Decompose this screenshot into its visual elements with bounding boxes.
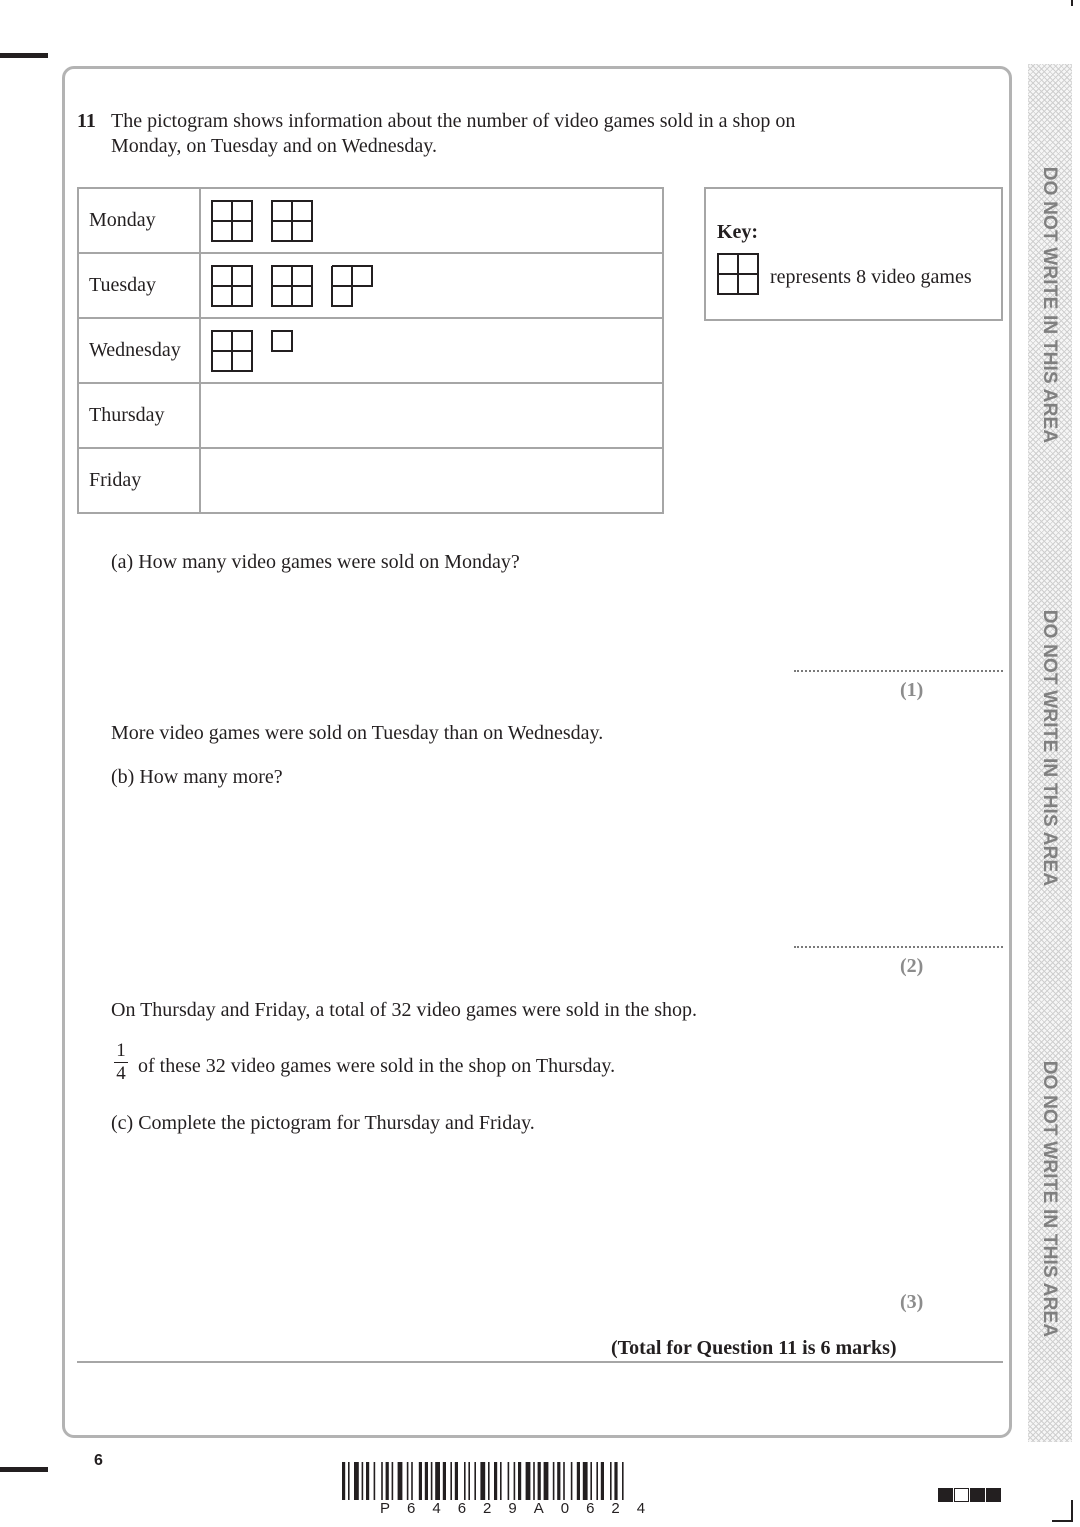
barcode-bar <box>577 1462 580 1500</box>
pictogram-day-label: Friday <box>78 448 200 513</box>
barcode-bar <box>348 1462 350 1500</box>
crop-mark-top-right <box>1071 0 1073 6</box>
barcode-bar <box>411 1462 413 1500</box>
barcode-bar <box>514 1462 516 1500</box>
barcode-bar <box>563 1462 565 1500</box>
barcode-bar <box>533 1462 535 1500</box>
key-title: Key: <box>717 221 759 243</box>
barcode-text: P64629A0624 <box>380 1500 663 1517</box>
pictogram-symbols <box>211 265 662 307</box>
quarter-symbol-icon <box>271 330 313 372</box>
barcode-bar <box>455 1462 458 1500</box>
barcode-bar <box>518 1462 521 1500</box>
barcode-bar <box>398 1462 403 1500</box>
barcode-bar <box>407 1462 409 1500</box>
barcode-bar <box>435 1462 440 1500</box>
pictogram-symbol-cell[interactable] <box>200 448 663 513</box>
barcode-bar <box>508 1462 510 1500</box>
barcode-bar <box>590 1462 592 1500</box>
barcode-bar <box>354 1462 359 1500</box>
part-c-lead: On Thursday and Friday, a total of 32 video games were sold in the shop. <box>111 999 697 1021</box>
indicator-box-filled <box>986 1488 1001 1502</box>
barcode-bar <box>362 1462 364 1500</box>
crop-mark-bottom-left <box>0 1467 48 1472</box>
barcode-bar <box>571 1462 573 1500</box>
pictogram-day-label: Monday <box>78 188 200 253</box>
barcode-bar <box>386 1462 389 1500</box>
three-quarter-symbol-icon <box>331 265 373 307</box>
pictogram-symbol-cell <box>200 188 663 253</box>
full-symbol-icon <box>211 330 253 372</box>
barcode-bar <box>381 1462 383 1500</box>
barcode-bar <box>474 1462 476 1500</box>
barcode-bar <box>614 1462 617 1500</box>
indicator-box-filled <box>938 1488 953 1502</box>
full-symbol-icon <box>211 200 253 242</box>
barcode-bar <box>544 1462 549 1500</box>
question-number: 11 <box>77 110 96 132</box>
part-c-fraction-text: of these 32 video games were sold in the shop on Thursday. <box>138 1055 616 1077</box>
barcode-bar <box>480 1462 485 1500</box>
crop-mark-top-left <box>0 53 48 58</box>
pictogram-symbols <box>211 200 662 242</box>
pictogram-row-thursday <box>78 383 663 448</box>
fraction-denominator: 4 <box>116 1063 126 1084</box>
indicator-box-empty <box>954 1488 969 1502</box>
question-intro-line1: The pictogram shows information about the number of video games sold in a shop on <box>111 110 796 132</box>
barcode-bar <box>443 1462 446 1500</box>
marks-a: (1) <box>900 679 924 701</box>
barcode-bar <box>553 1462 555 1500</box>
pictogram-row-tuesday <box>78 253 663 318</box>
barcode-bar <box>622 1462 624 1500</box>
barcode <box>342 1462 736 1500</box>
fraction-one-quarter <box>112 1040 130 1085</box>
barcode-bar <box>431 1462 433 1500</box>
indicator-box-filled <box>970 1488 985 1502</box>
pictogram-symbols <box>211 330 662 372</box>
crop-mark-bottom-right <box>1071 1500 1073 1522</box>
barcode-bar <box>419 1462 422 1500</box>
barcode-bar <box>583 1462 588 1500</box>
pictogram-row-monday <box>78 188 663 253</box>
crop-mark-bottom-right-h <box>1052 1520 1073 1522</box>
pictogram-day-label: Wednesday <box>78 318 200 383</box>
barcode-bar <box>392 1462 394 1500</box>
barcode-bar <box>374 1462 376 1500</box>
barcode-bar <box>538 1462 541 1500</box>
pictogram-row-friday <box>78 448 663 513</box>
pictogram-key <box>704 187 1003 321</box>
full-symbol-icon <box>271 200 313 242</box>
pictogram-symbol-cell[interactable] <box>200 383 663 448</box>
pictogram-day-label: Tuesday <box>78 253 200 318</box>
full-symbol-icon <box>211 265 253 307</box>
question-intro-line2: Monday, on Tuesday and on Wednesday. <box>111 135 437 157</box>
barcode-bar <box>450 1462 452 1500</box>
barcode-bar <box>596 1462 598 1500</box>
barcode-bar <box>610 1462 612 1500</box>
barcode-bar <box>601 1462 604 1500</box>
page-indicator-boxes <box>938 1488 1002 1502</box>
part-b-question: (b) How many more? <box>111 766 283 788</box>
answer-line-b[interactable] <box>794 946 1003 948</box>
pictogram-day-label: Thursday <box>78 383 200 448</box>
part-a-question: (a) How many video games were sold on Monday? <box>111 551 520 573</box>
answer-line-a[interactable] <box>794 670 1003 672</box>
key-text: represents 8 video games <box>770 266 972 288</box>
key-symbol-icon <box>717 253 759 295</box>
barcode-bar <box>500 1462 502 1500</box>
marks-b: (2) <box>900 955 924 977</box>
barcode-bar <box>488 1462 490 1500</box>
total-rule <box>77 1361 1003 1363</box>
barcode-bar <box>342 1462 345 1500</box>
part-b-lead: More video games were sold on Tuesday than on Wednesday. <box>111 722 604 744</box>
barcode-bar <box>557 1462 560 1500</box>
marks-c: (3) <box>900 1291 924 1313</box>
pictogram-symbol-cell <box>200 318 663 383</box>
full-symbol-icon <box>271 265 313 307</box>
barcode-bar <box>425 1462 428 1500</box>
pictogram-row-wednesday <box>78 318 663 383</box>
pictogram-symbol-cell <box>200 253 663 318</box>
barcode-bar <box>494 1462 497 1500</box>
total-marks: (Total for Question 11 is 6 marks) <box>611 1337 897 1359</box>
pictogram-table <box>77 187 664 514</box>
fraction-numerator: 1 <box>116 1040 126 1061</box>
page-number: 6 <box>94 1452 103 1469</box>
barcode-bar <box>366 1462 369 1500</box>
barcode-bar <box>464 1462 466 1500</box>
barcode-bar <box>468 1462 470 1500</box>
part-c-question: (c) Complete the pictogram for Thursday and Friday. <box>111 1112 535 1134</box>
barcode-bar <box>526 1462 531 1500</box>
